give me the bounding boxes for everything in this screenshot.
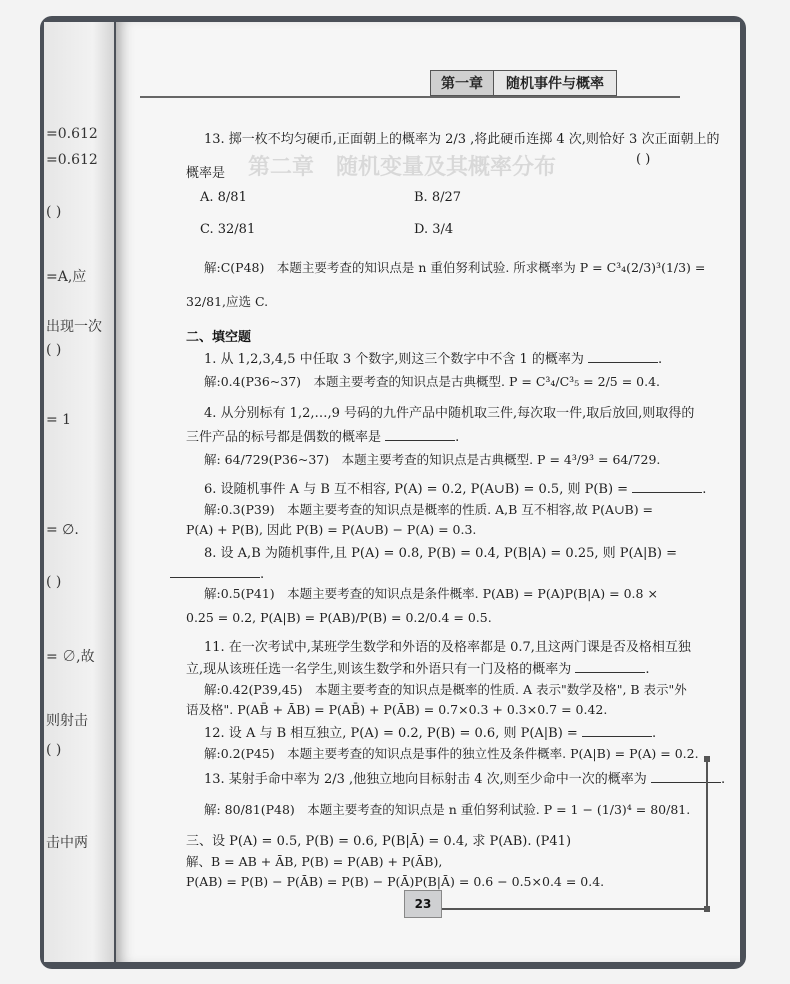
solution: 0.25 = 0.2, P(A|B) = P(AB)/P(B) = 0.2/0.4 = 0.5.	[186, 610, 492, 625]
question-stem: 13. 某射手命中率为 2/3 ,他独立地向目标射击 4 次,则至少命中一次的概率为	[204, 772, 647, 787]
answer-blank	[582, 725, 652, 737]
left-margin-text: ( )	[46, 742, 62, 758]
question-stem: 13. 掷一枚不均匀硬币,正面朝上的概率为 2/3 ,将此硬币连掷 4 次,则恰好 3 次正面朝上的	[204, 132, 720, 147]
answer-blank	[575, 661, 645, 673]
section-heading: 二、填空题	[186, 330, 252, 345]
question-stem: 8. 设 A,B 为随机事件,且 P(A) = 0.8, P(B) = 0.4, P(B|A) = 0.25, 则 P(A|B) =	[204, 546, 678, 561]
answer-paren: ( )	[636, 152, 651, 167]
option-a: A. 8/81	[200, 190, 247, 205]
question-stem: 6. 设随机事件 A 与 B 互不相容, P(A) = 0.2, P(A∪B) = 0.5, 则 P(B) =	[204, 482, 629, 497]
answer-blank	[170, 566, 260, 578]
option-d: D. 3/4	[414, 222, 454, 237]
solution: 解、B = AB + ĀB, P(B) = P(AB) + P(ĀB),	[186, 854, 443, 869]
left-margin-text: =A,应	[46, 269, 87, 285]
frame-corner	[704, 906, 710, 912]
solution: 解: 64/729(P36~37) 本题主要考查的知识点是古典概型. P = 4³/9³ = 64/729.	[204, 452, 661, 467]
chapter-title: 随机事件与概率	[494, 70, 617, 96]
solution: 解:C(P48) 本题主要考查的知识点是 n 重伯努利试验. 所求概率为 P = C³₄(2/3)³(1/3) =	[204, 260, 706, 275]
answer-blank	[588, 351, 658, 363]
frame-corner	[704, 756, 710, 762]
left-margin-text: 击中两	[46, 835, 88, 851]
left-margin-text: = 1	[46, 412, 72, 428]
answer-blank	[632, 481, 702, 493]
question-stem: 4. 从分别标有 1,2,…,9 号码的九件产品中随机取三件,每次取一件,取后放回,则取得的	[204, 406, 695, 421]
left-margin-text: =0.612	[46, 126, 98, 142]
solution: 32/81,应选 C.	[186, 294, 269, 309]
solution: 解:0.4(P36~37) 本题主要考查的知识点是古典概型. P = C³₄/C³₅ = 2/5 = 0.4.	[204, 374, 661, 389]
solution: 语及格". P(AB̄ + ĀB) = P(AB̄) + P(ĀB) = 0.7×0.3 + 0.3×0.7 = 0.42.	[186, 702, 608, 717]
page-number: 23	[404, 890, 442, 918]
answer-blank	[385, 429, 455, 441]
solution: 解:0.42(P39,45) 本题主要考查的知识点是概率的性质. A 表示"数学及格", B 表示"外	[204, 682, 687, 697]
question-stem: 12. 设 A 与 B 相互独立, P(A) = 0.2, P(B) = 0.6, 则 P(A|B) =	[204, 726, 578, 741]
left-margin-text: ( )	[46, 204, 62, 220]
left-margin-text: =0.612	[46, 152, 98, 168]
question-stem: 1. 从 1,2,3,4,5 中任取 3 个数字,则这三个数字中不含 1 的概率为	[204, 352, 584, 367]
frame-rule	[440, 908, 708, 910]
solution: 解:0.2(P45) 本题主要考查的知识点是事件的独立性及条件概率. P(A|B) = P(A) = 0.2.	[204, 746, 699, 761]
option-b: B. 8/27	[414, 190, 462, 205]
solution: 解: 80/81(P48) 本题主要考查的知识点是 n 重伯努利试验. P = 1 − (1/3)⁴ = 80/81.	[204, 802, 691, 817]
solution: 解:0.5(P41) 本题主要考查的知识点是条件概率. P(AB) = P(A)P(B|A) = 0.8 ×	[204, 586, 658, 601]
solution: P(AB) = P(B) − P(ĀB) = P(B) − P(Ā)P(B|Ā) = 0.6 − 0.5×0.4 = 0.4.	[186, 874, 605, 889]
header-rule	[140, 96, 680, 98]
solution: 解:0.3(P39) 本题主要考查的知识点是概率的性质. A,B 互不相容,故 P(A∪B) =	[204, 502, 654, 517]
question-stem: 概率是	[186, 166, 226, 181]
left-page-edge	[44, 22, 114, 962]
left-margin-text: = ∅.	[46, 522, 79, 538]
question-stem: 三件产品的标号都是偶数的概率是	[186, 430, 382, 445]
question-stem: 11. 在一次考试中,某班学生数学和外语的及格率都是 0.7,且这两门课是否及格相互独	[204, 640, 691, 655]
answer-blank	[651, 771, 721, 783]
option-c: C. 32/81	[200, 222, 256, 237]
left-margin-text: 出现一次	[46, 319, 102, 335]
left-margin-text: ( )	[46, 574, 62, 590]
left-margin-text: 则射击	[46, 713, 88, 729]
question-stem: 立,现从该班任选一名学生,则该生数学和外语只有一门及格的概率为	[186, 662, 572, 677]
question-stem: 三、设 P(A) = 0.5, P(B) = 0.6, P(B|Ā) = 0.4, 求 P(AB). (P41)	[186, 834, 572, 849]
solution: P(A) + P(B), 因此 P(B) = P(A∪B) − P(A) = 0.3.	[186, 522, 477, 537]
bleed-through-title: 第二章 随机变量及其概率分布	[248, 155, 557, 180]
left-margin-text: ( )	[46, 342, 62, 358]
left-margin-text: = ∅,故	[46, 649, 95, 665]
chapter-label: 第一章	[430, 70, 494, 96]
chapter-header	[430, 70, 617, 96]
frame-rule	[706, 760, 708, 910]
